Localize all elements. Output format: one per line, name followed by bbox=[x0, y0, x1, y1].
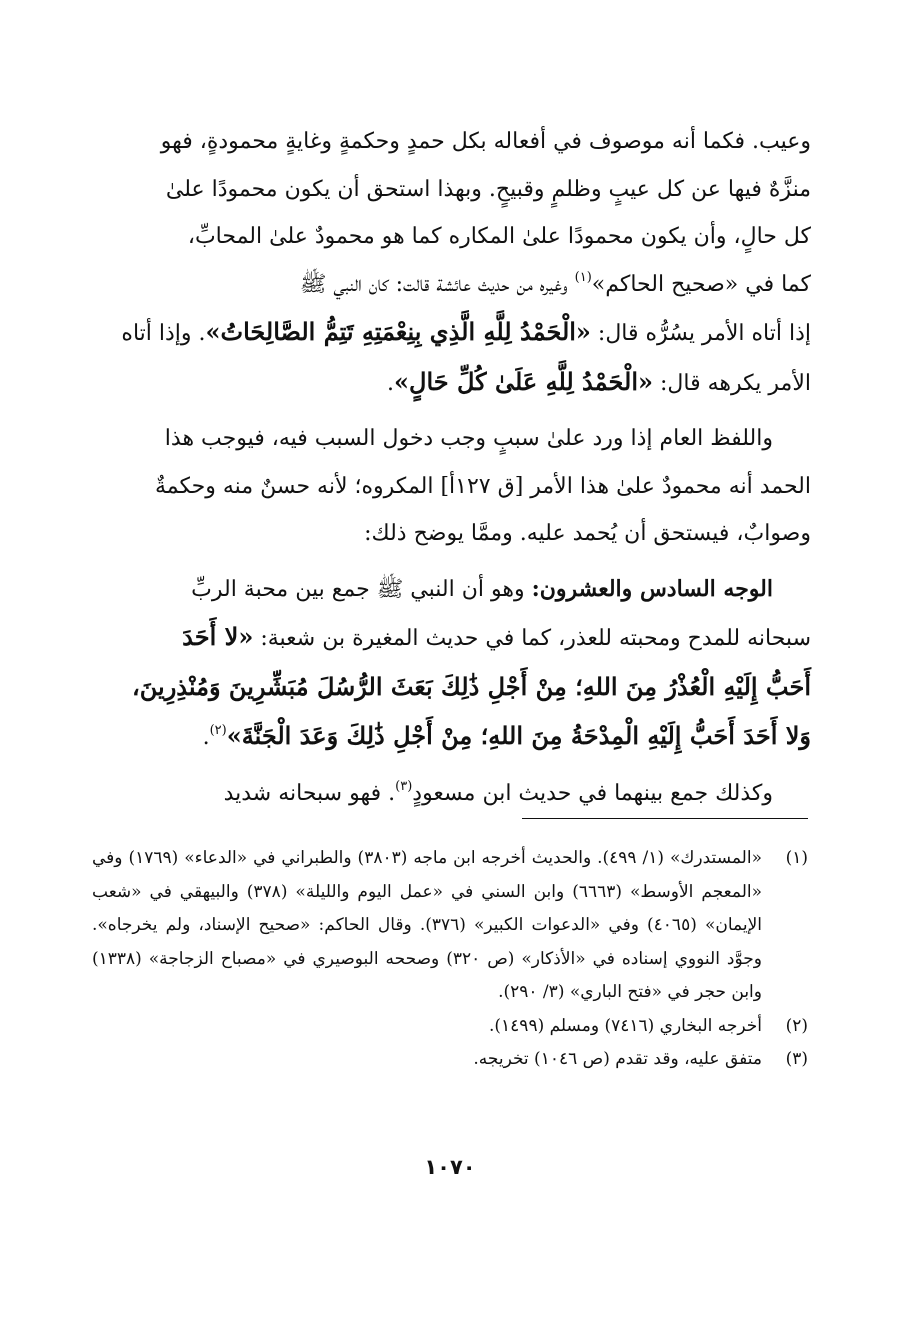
footnote-separator bbox=[522, 818, 808, 819]
footnote-marker-1[interactable]: (١) bbox=[574, 269, 592, 285]
paragraph-3-line-3 bbox=[95, 663, 811, 713]
text-line-1: وعيب. فكما أنه موصوف في أفعاله بكل حمدٍ وحكمةٍ وغايةٍ محمودةٍ، فهو bbox=[160, 129, 811, 154]
footnote-3 bbox=[92, 1043, 808, 1077]
footnotes bbox=[92, 842, 808, 1077]
paragraph-2-line-2: الحمد أنه محمودٌ علىٰ هذا الأمر [ق ١٢٧أ] المكروه؛ لأنه حسنٌ منه وحكمةٌ bbox=[155, 473, 811, 499]
paragraph-2-line-1: واللفظ العام إذا ورد علىٰ سببٍ وجب دخول السبب فيه، فيوجب هذا bbox=[164, 426, 773, 451]
text-line-5: إذا أتاه الأمر يسُرُّه قال: «الْحَمْدُ لِلَّهِ الَّذِي بِنِعْمَتِهِ تَتِمُّ الصَّالِحَاتُ». وإذا أتاه bbox=[121, 317, 811, 346]
footnote-text: متفق عليه، وقد تقدم (ص ١٠٤٦) تخريجه. bbox=[473, 1049, 762, 1069]
footnote-marker-3[interactable]: (٣) bbox=[395, 778, 413, 794]
text-line-2: منزَّهٌ فيها عن كل عيبٍ وظلمٍ وقبيحٍ. وبهذا استحق أن يكون محمودًا علىٰ bbox=[165, 176, 811, 202]
text-line-4: كما في «صحيح الحاكم»$^{(١)}$ وغيره من حديث عائشة قالت: كان النبي ﷺ bbox=[299, 269, 811, 297]
page-number: ١٠٧٠ bbox=[424, 1155, 476, 1179]
text-line-3: كل حالٍ، وأن يكون محمودًا علىٰ المكاره كما هو محمودٌ علىٰ المحابِّ، bbox=[187, 224, 811, 249]
text-line-6: الأمر يكرهه قال: «الْحَمْدُ لِلَّهِ عَلَىٰ كُلِّ حَالٍ». bbox=[387, 366, 811, 396]
footnote-number: (١) bbox=[785, 848, 808, 868]
footnote-number: (٢) bbox=[785, 1015, 808, 1036]
main-text bbox=[95, 118, 811, 817]
paragraph-3-line-4: وَلا أَحَدَ أَحَبُّ إِلَيْهِ الْمِدْحَةُ مِنَ اللهِ؛ مِنْ أَجْلِ ذَٰلِكَ وَعَدَ الْجَنَّةَ»$^{(٢)}$. bbox=[202, 721, 811, 750]
footnote-text: أخرجه البخاري (٧٤١٦) ومسلم (١٤٩٩). bbox=[489, 1015, 762, 1036]
paragraph-4-line-1: وكذلك جمع بينهما في حديث ابن مسعودٍ$^{(٣)}$. فهو سبحانه شديد bbox=[223, 778, 773, 806]
hadith-quote-4: وَلا أَحَدَ أَحَبُّ إِلَيْهِ الْمِدْحَةُ مِنَ اللهِ؛ مِنْ أَجْلِ ذَٰلِكَ وَعَدَ الْجَنَّةَ» bbox=[226, 721, 811, 750]
footnote-2 bbox=[92, 1010, 808, 1044]
footnote-1 bbox=[92, 842, 808, 1010]
hadith-quote-1: «الْحَمْدُ لِلَّهِ الَّذِي بِنِعْمَتِهِ تَتِمُّ الصَّالِحَاتُ» bbox=[205, 317, 591, 346]
footnote-marker-2[interactable]: (٢) bbox=[209, 723, 227, 738]
footnote-number: (٣) bbox=[785, 1049, 808, 1069]
paragraph-3-line-2: سبحانه للمدح ومحبته للعذر، كما في حديث المغيرة بن شعبة: «لا أَحَدَ bbox=[182, 622, 811, 651]
hadith-quote-3: أَحَبُّ إِلَيْهِ الْعُذْرُ مِنَ اللهِ؛ مِنْ أَجْلِ ذَٰلِكَ بَعَثَ الرُّسُلَ مُبَشِّرِينَ وَمُنْذِرِينَ، bbox=[132, 671, 811, 701]
paragraph-2-line-3: وصوابٌ، فيستحق أن يُحمد عليه. وممَّا يوضح ذلك: bbox=[364, 521, 811, 546]
footnote-text: «المستدرك» (١/ ٤٩٩). والحديث أخرجه ابن ماجه (٣٨٠٣) والطبراني في «الدعاء» (١٧٦٩) وفي «المعجم الأوسط» (٦٦٦٣) وابن السني في «عمل اليوم والليلة» (٣٧٨) والبيهقي في «شعب الإيمان» (٤٠٦٥) وفي «الدعوات الكبير» (٣٧٦). وقال الحاكم: «صحيح الإسناد، ولم يخرجاه». وجوَّد النووي إسناده في «الأذكار» (ص ٣٢٠) وصححه البوصيري في «مصباح الزجاجة» (١٣٣٨) وابن حجر في «فتح الباري» (٣/ ٢٩٠). bbox=[92, 848, 763, 1002]
section-heading: الوجه السادس والعشرون: bbox=[531, 575, 773, 602]
hadith-quote-2: «الْحَمْدُ لِلَّهِ عَلَىٰ كُلِّ حَالٍ» bbox=[394, 366, 653, 396]
paragraph-3-line-1: الوجه السادس والعشرون: وهو أن النبي ﷺ جمع بين محبة الربِّ bbox=[191, 575, 773, 602]
body-text bbox=[95, 118, 811, 817]
